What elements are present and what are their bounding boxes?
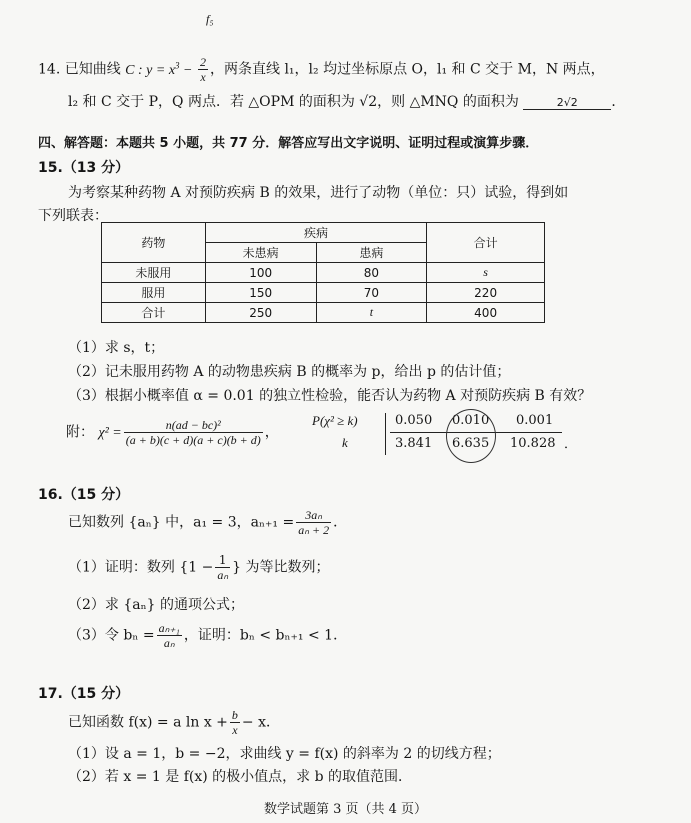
chi-square-formula: 附： χ² = $\frac{\text{n(ad − bc)²}}{(a + b)(c + d)(a + c)(b + d)}$ ， [66,418,279,447]
q16-given: 已知数列 {aₙ} 中，a₁ = 3，aₙ₊₁ = $\frac{\text{3aₙ}}{\text{aₙ + 2}}$ ． [68,508,348,537]
section-heading: 四、解答题：本题共 5 小题，共 77 分．解答应写出文字说明、证明过程或演算步骤． [38,136,539,151]
q15-part-2: （2）记未服用药物 A 的动物患疾病 B 的概率为 p，给出 p 的估计值； [68,364,511,380]
hand-drawn-circle [446,409,496,463]
q15-part-3: （3）根据小概率值 α = 0.01 的独立性检验，能否认为药物 A 对预防疾病 B 有效？ [68,388,592,404]
table-row: 合计 250 t 400 [102,303,545,323]
header-disease: 疾病 [205,223,427,243]
q17-part-2: （2）若 x = 1 是 f(x) 的极小值点，求 b 的取值范围． [68,769,413,785]
q14-line1: 14. 已知曲线 C : $y = x^3$ − $\frac{2}{x}$ ，两条直线 l₁，l₂ 均过坐标原点 O，l₁ 和 C 交于 M，N 两点， [38,55,605,84]
q16-part-1: （1）证明：数列 {1 − $\frac{1}{\text{aₙ}}$ } 为等比数列； [68,553,330,582]
q16-part-2: （2）求 {aₙ} 的通项公式； [68,597,245,613]
q17-header: 17.（15 分） [38,686,130,702]
q14-number: 14. [38,61,61,78]
subheader-not-ill: 未患病 [205,243,316,263]
contingency-table [101,222,545,323]
handwritten-scribble: f₅ [206,12,214,26]
subheader-ill: 患病 [316,243,427,263]
q14-curve: C : $y = x^3$ − [125,59,196,78]
header-drug: 药物 [102,223,206,263]
page-footer: 数学试题第 3 页（共 4 页） [263,802,428,817]
q15-part-1: （1）求 s，t； [68,340,165,356]
table-row: 未服用 100 80 s [102,263,545,283]
header-total: 合计 [427,223,545,263]
q15-intro-1: 为考察某种药物 A 对预防疾病 B 的效果，进行了动物（单位：只）试验，得到如 [68,185,569,201]
q14-answer-blank: 2√2 [523,96,611,110]
q16-header: 16.（15 分） [38,487,130,503]
q15-intro-2: 下列联表： [38,208,108,224]
q17-part-1: （1）设 a = 1，b = −2，求曲线 y = f(x) 的斜率为 2 的切线方程； [68,746,501,762]
q14-fraction: $\frac{2}{x}$ [200,55,206,84]
q17-given: 已知函数 f(x) = a ln x + $\frac{b}{x}$ − x． [68,708,280,737]
table-row: 服用 150 70 220 [102,283,545,303]
q14-line2: l₂ 和 C 交于 P，Q 两点．若 △OPM 的面积为 √2，则 △MNQ 的面积为 2√2 ． [68,94,626,110]
q15-header: 15.（13 分） [38,160,130,176]
q16-part-3: （3）令 bₙ = $\frac{\text{aₙ₊₁}}{\text{aₙ}}$ ，证明：bₙ < bₙ₊₁ < 1． [68,621,348,650]
